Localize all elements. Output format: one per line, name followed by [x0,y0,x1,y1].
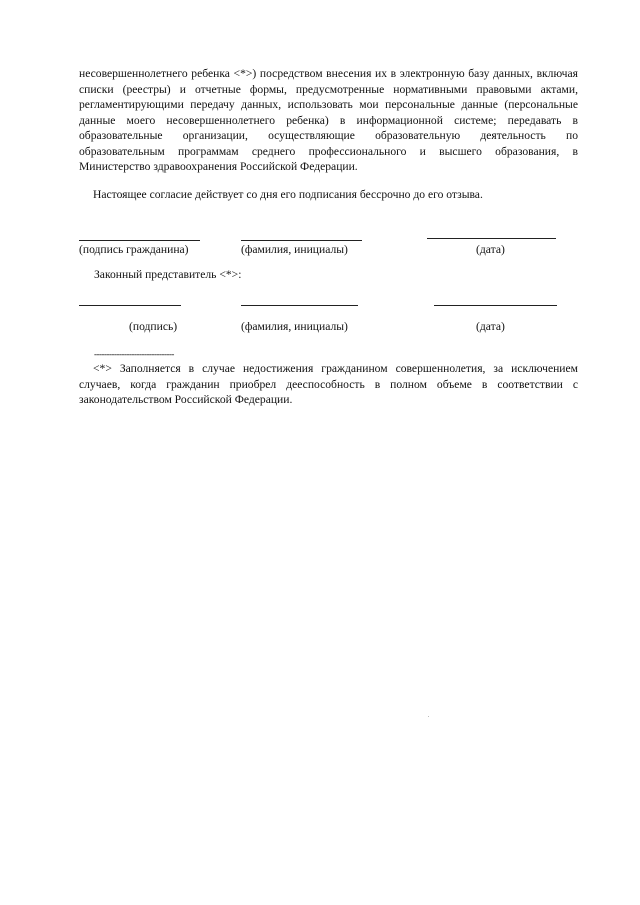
scan-speck [428,716,429,717]
citizen-date-line [427,238,556,239]
citizen-name-label: (фамилия, инициалы) [241,243,348,256]
citizen-signature-label: (подпись гражданина) [79,243,189,256]
citizen-signature-line [79,240,200,241]
representative-date-label: (дата) [476,320,505,333]
representative-name-line [241,305,358,306]
representative-signature-line [79,305,181,306]
consent-validity-paragraph: Настоящее согласие действует со дня его подписания бессрочно до его отзыва. [93,188,483,201]
representative-date-line [434,305,557,306]
footnote-separator: -------------------------------- [94,349,174,359]
footnote-text: <*> Заполняется в случае недостижения гражданином совершеннолетия, за исключением случаев, когда гражданин приобрел дееспособность в полном объеме в соответствии с законодательством Российской Федерации. [79,362,578,406]
citizen-name-line [241,240,362,241]
citizen-date-label: (дата) [476,243,505,256]
representative-signature-label: (подпись) [129,320,178,333]
consent-paragraph-continuation: несовершеннолетнего ребенка <*>) посредством внесения их в электронную базу данных, включая списки (реестры) и отчетные формы, предусмотренные нормативными правовыми актами, регламентирующими передачу данных, использовать мои персональные данные (персональные данные моего несовершеннолетнего ребенка) в информационной системе; передавать в образовательные организации, осуществляющие образовательную деятельность по образовательным программам среднего профессионального и высшего образования, в Министерство здравоохранения Российской Федерации. [79,67,578,173]
legal-representative-heading: Законный представитель <*>: [94,268,242,281]
representative-name-label: (фамилия, инициалы) [241,320,348,333]
